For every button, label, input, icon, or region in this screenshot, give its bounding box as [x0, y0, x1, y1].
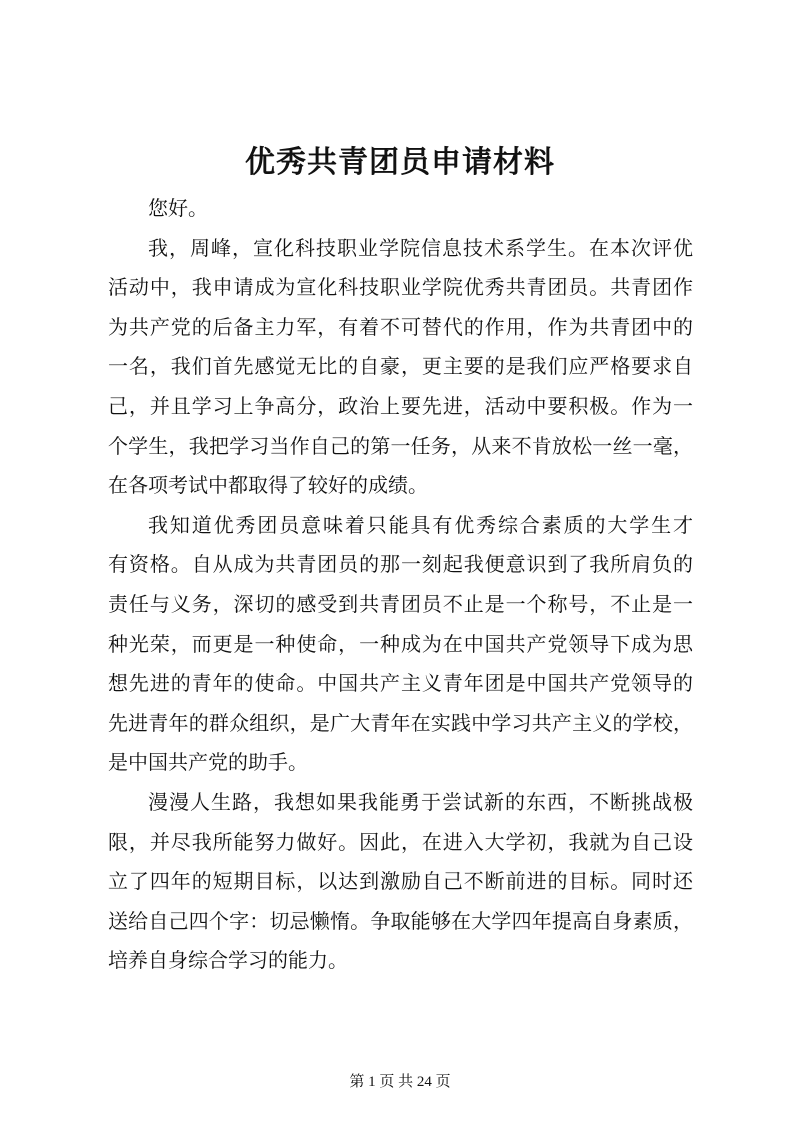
page-indicator: 第 1 页 共 24 页: [349, 1074, 451, 1090]
text-line: 培养自身综合学习的能力。: [108, 950, 348, 973]
text-line: 有资格。自从成为共青团员的那一刻起我便意识到了我所肩负的: [108, 554, 693, 577]
text-line: 在各项考试中都取得了较好的成绩。: [108, 475, 428, 498]
text-line: 我知道优秀团员意味着只能具有优秀综合素质的大学生才: [148, 514, 693, 537]
text-line: 漫漫人生路，我想如果我能勇于尝试新的东西，不断挑战极: [148, 791, 693, 814]
text-line: 为共产党的后备主力军，有着不可替代的作用，作为共青团中的: [108, 316, 693, 339]
text-line: 一名，我们首先感觉无比的自豪，更主要的是我们应严格要求自: [108, 356, 693, 379]
document-body: [108, 190, 693, 982]
text-line: 送给自己四个字：切忌懒惰。争取能够在大学四年提高自身素质，: [108, 910, 693, 933]
greeting: 您好。: [148, 198, 208, 220]
text-line: 我，周峰，宣化科技职业学院信息技术系学生。在本次评优: [148, 237, 693, 260]
text-line: 种光荣，而更是一种使命，一种成为在中国共产党领导下成为思: [108, 633, 693, 656]
text-line: 限，并尽我所能努力做好。因此，在进入大学初，我就为自己设: [108, 831, 693, 854]
paragraph-1: [108, 230, 693, 507]
document-title: 优秀共青团员申请材料: [245, 146, 555, 179]
text-line: 先进青年的群众组织，是广大青年在实践中学习共产主义的学校，: [108, 712, 693, 735]
paragraph-2: [108, 507, 693, 784]
text-line: 己，并且学习上争高分，政治上要先进，活动中要积极。作为一: [108, 395, 693, 418]
text-line: 个学生，我把学习当作自己的第一任务，从来不肯放松一丝一毫，: [108, 435, 693, 458]
text-line: 活动中，我申请成为宣化科技职业学院优秀共青团员。共青团作: [108, 277, 693, 300]
text-line: 责任与义务，深切的感受到共青团员不止是一个称号，不止是一: [108, 593, 693, 616]
text-line: 是中国共产党的助手。: [108, 752, 308, 775]
text-line: 立了四年的短期目标，以达到激励自己不断前进的目标。同时还: [108, 871, 693, 894]
text-line: 想先进的青年的使命。中国共产主义青年团是中国共产党领导的: [108, 673, 693, 696]
paragraph-3: [108, 784, 693, 982]
